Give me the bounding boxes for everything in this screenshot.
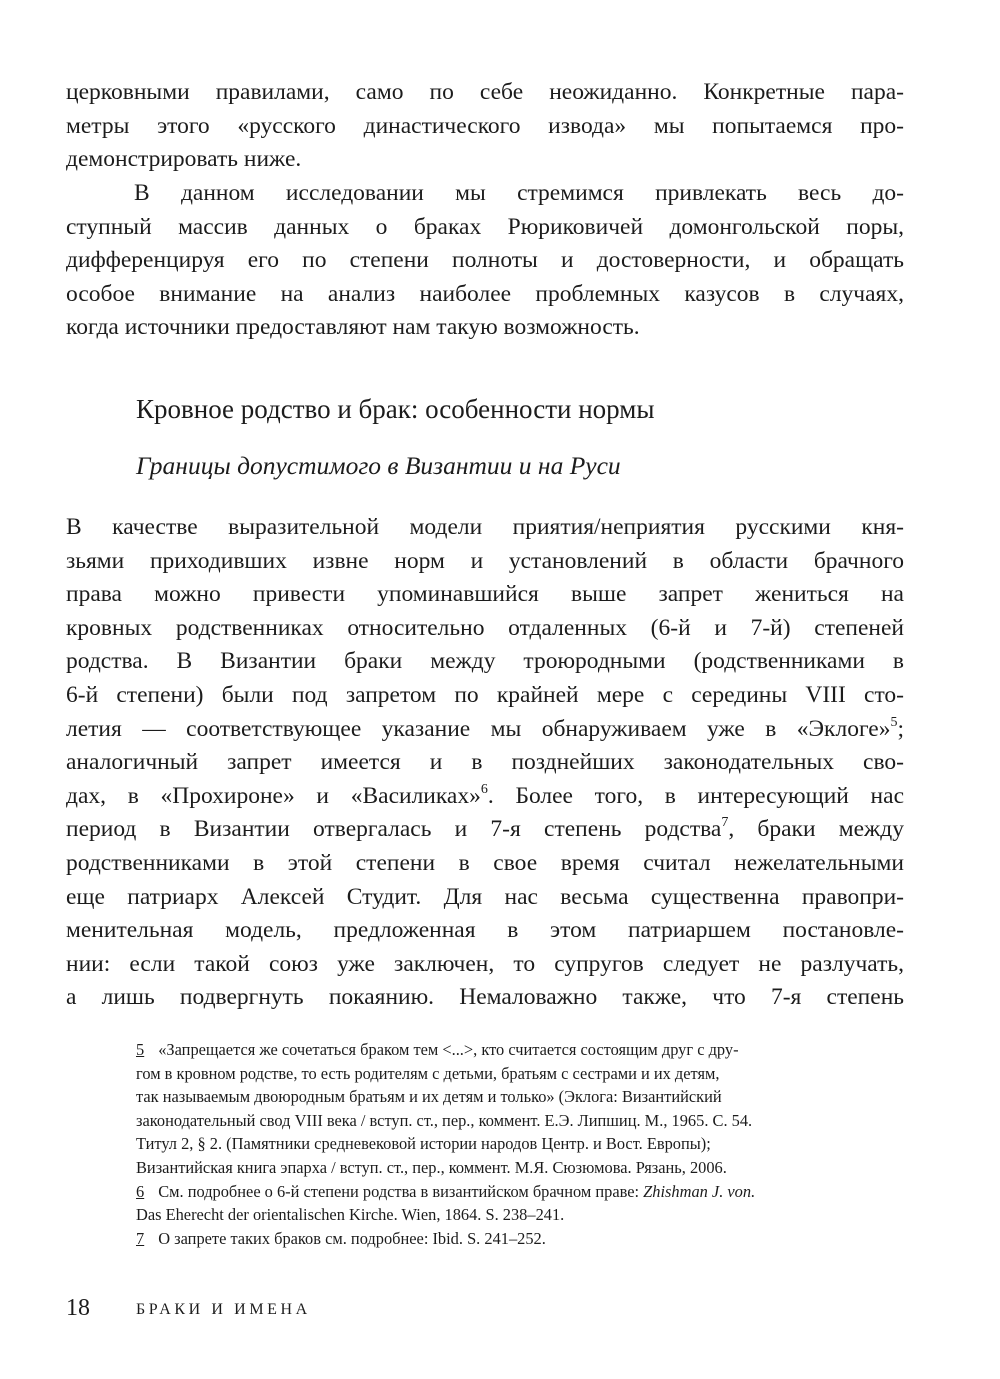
main-paragraph <box>66 511 904 1015</box>
text-line: В качестве выразительной модели приятия/неприятия русскими кня- <box>66 514 904 540</box>
footnote-number: 6 <box>136 1181 145 1201</box>
footnote-7 <box>136 1227 896 1251</box>
footnote-text: См. подробнее о 6-й степени родства в византийском брачном праве: <box>158 1181 644 1201</box>
text-line: когда источники предоставляют нам такую возможность. <box>66 314 640 341</box>
text-segment: , браки между <box>728 816 904 843</box>
footnote-line <box>136 1038 896 1062</box>
footnote-5 <box>136 1038 896 1180</box>
footnote-text: О запрете таких браков см. подробнее: Ibid. S. 241–252. <box>158 1228 546 1248</box>
page-number: 18 <box>66 1295 90 1321</box>
text-segment: летия — соответствующее указание мы обнаруживаем уже в «Эклоге» <box>66 715 891 742</box>
text-line: дифференцируя его по степени полноты и достоверности, и обращать <box>66 247 904 274</box>
text-line: зьями приходивших извне норм и установлений в области брачного <box>66 547 904 574</box>
text-line: кровных родственниках относительно отдаленных (6-й и 7-й) степеней <box>66 614 904 641</box>
text-line: В данном исследовании мы стремимся привлекать весь до- <box>134 180 904 206</box>
text-segment: дах, в «Прохироне» и «Василиках» <box>66 782 481 809</box>
footnote-line <box>136 1180 896 1204</box>
section-heading: Кровное родство и брак: особенности нормы <box>136 394 655 424</box>
footnote-line: Титул 2, § 2. (Памятники средневековой истории народов Центр. и Вост. Европы); <box>136 1134 711 1154</box>
footnote-text: «Запрещается же сочетаться браком тем <...>, кто считается состоящим друг с дру- <box>158 1040 739 1059</box>
footnote-ref[interactable]: 7 <box>721 815 729 831</box>
intro-paragraph <box>66 76 904 177</box>
footnote-ref[interactable]: 5 <box>890 714 898 730</box>
footnote-line <box>136 1227 896 1251</box>
text-line: нии: если такой союз уже заключен, то супругов следует не разлучать, <box>66 950 904 977</box>
text-line: менительная модель, предложенная в этом патриаршем постановле- <box>66 917 904 944</box>
footnote-number: 7 <box>136 1228 145 1248</box>
text-line: родства. В Византии браки между троюродными (родственниками в <box>66 648 904 675</box>
footnote-6 <box>136 1180 896 1227</box>
text-line: ступный массив данных о браках Рюриковичей домонгольской поры, <box>66 213 904 240</box>
text-line: демонстрировать ниже. <box>66 146 302 173</box>
footnotes <box>136 1038 896 1250</box>
running-title: БРАКИ И ИМЕНА <box>136 1301 311 1318</box>
text-segment: период в Византии отвергалась и 7-я степень родства <box>66 816 722 843</box>
footnote-line: так называемым двоюродным братьям и их детям и только» (Эклога: Византийский <box>136 1087 722 1107</box>
text-line <box>66 780 904 814</box>
research-paragraph <box>66 177 904 345</box>
text-line: а лишь подвергнуть покаянию. Немаловажно также, что 7-я степень <box>66 984 904 1011</box>
footnote-ref[interactable]: 6 <box>480 781 488 797</box>
footnote-line: Das Eherecht der orientalischen Kirche. Wien, 1864. S. 238–241. <box>136 1205 565 1225</box>
text-line <box>66 813 904 847</box>
footnote-line: законодательный свод VIII века / вступ. ст., пер., коммент. Е.Э. Липшиц. М., 1965. С. 54. <box>136 1110 753 1130</box>
text-line: аналогичный запрет имеется и в позднейших законодательных сво- <box>66 749 904 776</box>
text-line: родственниками в этой степени в свое время считал нежелательными <box>66 849 904 876</box>
footnote-number: 5 <box>136 1040 145 1059</box>
text-segment: ; <box>897 715 904 742</box>
text-line: особое внимание на анализ наиболее проблемных казусов в случаях, <box>66 280 904 307</box>
footnote-line: Византийская книга эпарха / вступ. ст., пер., коммент. М.Я. Сюзюмова. Рязань, 2006. <box>136 1157 727 1177</box>
text-line: права можно привести упоминавшийся выше запрет жениться на <box>66 581 904 608</box>
text-line: 6-й степени) были под запретом по крайней мере с середины VIII сто- <box>66 681 904 708</box>
footnote-line: гом в кровном родстве, то есть родителям с детьми, братьям с сестрами и их детям, <box>136 1063 720 1083</box>
footnote-author: Zhishman J. von. <box>643 1181 756 1201</box>
text-line: церковными правилами, само по себе неожиданно. Конкретные пара- <box>66 79 904 105</box>
section-subheading: Границы допустимого в Византии и на Руси <box>136 451 621 480</box>
text-line: метры этого «русского династического извода» мы попытаемся про- <box>66 112 904 139</box>
text-line: еще патриарх Алексей Студит. Для нас весьма существенна правопри- <box>66 883 904 910</box>
text-line <box>66 713 904 747</box>
text-segment: . Более того, в интересующий нас <box>487 782 904 809</box>
